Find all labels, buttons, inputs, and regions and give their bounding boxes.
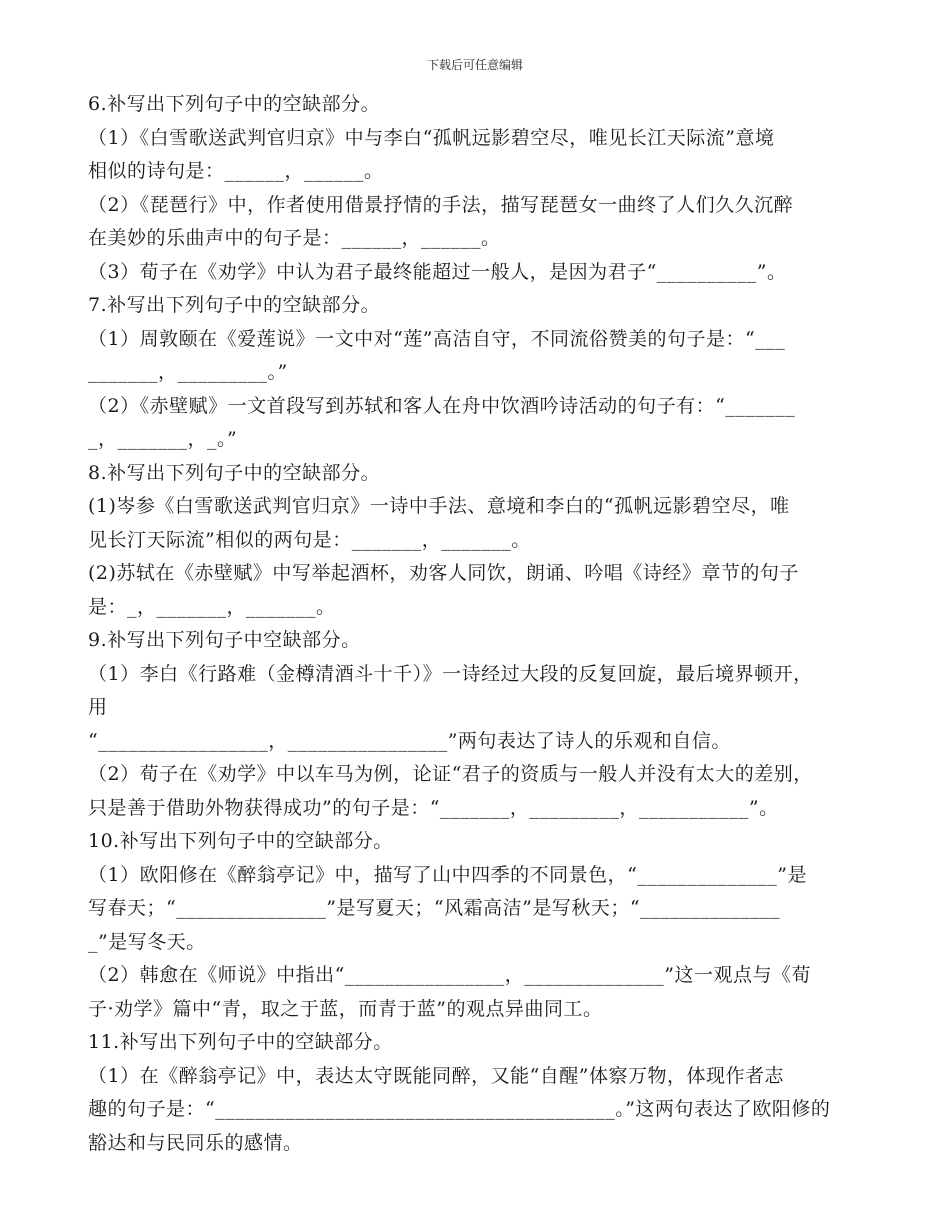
question-8-2-line-1: (2)苏轼在《赤壁赋》中写举起酒杯，劝客人同饮，朗诵、吟唱《诗经》章节的句子	[88, 562, 799, 584]
question-9-1-line-2: 用	[88, 696, 108, 718]
question-9-1-line-1: （1）李白《行路难（金樽清酒斗十千）》一诗经过大段的反复回旋，最后境界顿开，	[88, 662, 813, 685]
question-8-1-line-1: (1)岑参《白雪歌送武判官归京》一诗中手法、意境和李白的“孤帆远影碧空尽，唯	[88, 495, 790, 517]
question-6-2-line-1: （2）《琵琶行》中，作者使用借景抒情的手法，描写琵琶女一曲终了人们久久沉醉	[88, 193, 794, 216]
question-11-1-line-3: 豁达和与民同乐的感情。	[88, 1131, 303, 1154]
question-6-heading: 6.补写出下列句子中的空缺部分。	[88, 93, 381, 115]
question-10-heading: 10.补写出下列句子中的空缺部分。	[88, 830, 393, 852]
question-11-heading: 11.补写出下列句子中的空缺部分。	[88, 1031, 393, 1053]
question-7-1-line-2: _______，_________。”	[88, 361, 288, 383]
document-body	[88, 88, 866, 1160]
page-header: 下载后可任意编辑	[426, 58, 523, 72]
question-9-1-line-3: “_________________，________________”两句表达了诗人的乐观和自信。	[88, 729, 731, 752]
question-8-2-line-2: 是：_，_______，_______。	[88, 595, 336, 618]
question-8-heading: 8.补写出下列句子中的空缺部分。	[88, 461, 381, 484]
question-9-2-line-2: 只是善于借助外物获得成功”的句子是：“_______，_________，___________”。	[88, 796, 779, 819]
question-6-1-line-2: 相似的诗句是：______，______。	[88, 160, 384, 182]
question-10-2-line-1: （2）韩愈在《师说》中指出“________________，______________”这一观点与《荀	[88, 964, 812, 986]
question-7-1-line-1: （1）周敦颐在《爱莲说》一文中对“莲”高洁自守，不同流俗赞美的句子是：“___	[88, 327, 786, 350]
question-9-heading: 9.补写出下列句子中空缺部分。	[88, 629, 361, 651]
question-11-1-line-2: 趣的句子是：“________________________________________。”这两句表达了欧阳修的	[88, 1098, 831, 1120]
question-11-1-line-1: （1）在《醉翁亭记》中，表达太守既能同醉，又能“自醒”体察万物，体现作者志	[88, 1064, 785, 1087]
question-10-1-line-3: _”是写冬天。	[88, 930, 206, 953]
question-10-1-line-2: 写春天；“_______________”是写夏天；“风霜高洁”是写秋天；“______________	[88, 897, 781, 919]
question-6-3-line-1: （3）荀子在《劝学》中认为君子最终能超过一般人，是因为君子“__________”。	[88, 260, 787, 283]
question-7-2-line-2: _，_______，_。”	[88, 428, 238, 450]
question-6-2-line-2: 在美妙的乐曲声中的句子是：______，______。	[88, 227, 501, 249]
question-10-2-line-2: 子·劝学》篇中“青，取之于蓝，而青于蓝”的观点异曲同工。	[88, 997, 603, 1020]
question-7-heading: 7.补写出下列句子中的空缺部分。	[88, 294, 381, 316]
question-6-1-line-1: （1）《白雪歌送武判官归京》中与李白“孤帆远影碧空尽，唯见长江天际流”意境	[88, 126, 775, 149]
question-10-1-line-1: （1）欧阳修在《醉翁亭记》中，描写了山中四季的不同景色，“______________”是	[88, 863, 808, 886]
question-8-1-line-2: 见长汀天际流”相似的两句是：_______，_______。	[88, 528, 531, 551]
question-7-2-line-1: （2）《赤壁赋》一文首段写到苏轼和客人在舟中饮酒吟诗活动的句子有：“_______	[88, 394, 796, 417]
question-9-2-line-1: （2）荀子在《劝学》中以车马为例，论证“君子的资质与一般人并没有太大的差别，	[88, 763, 813, 785]
